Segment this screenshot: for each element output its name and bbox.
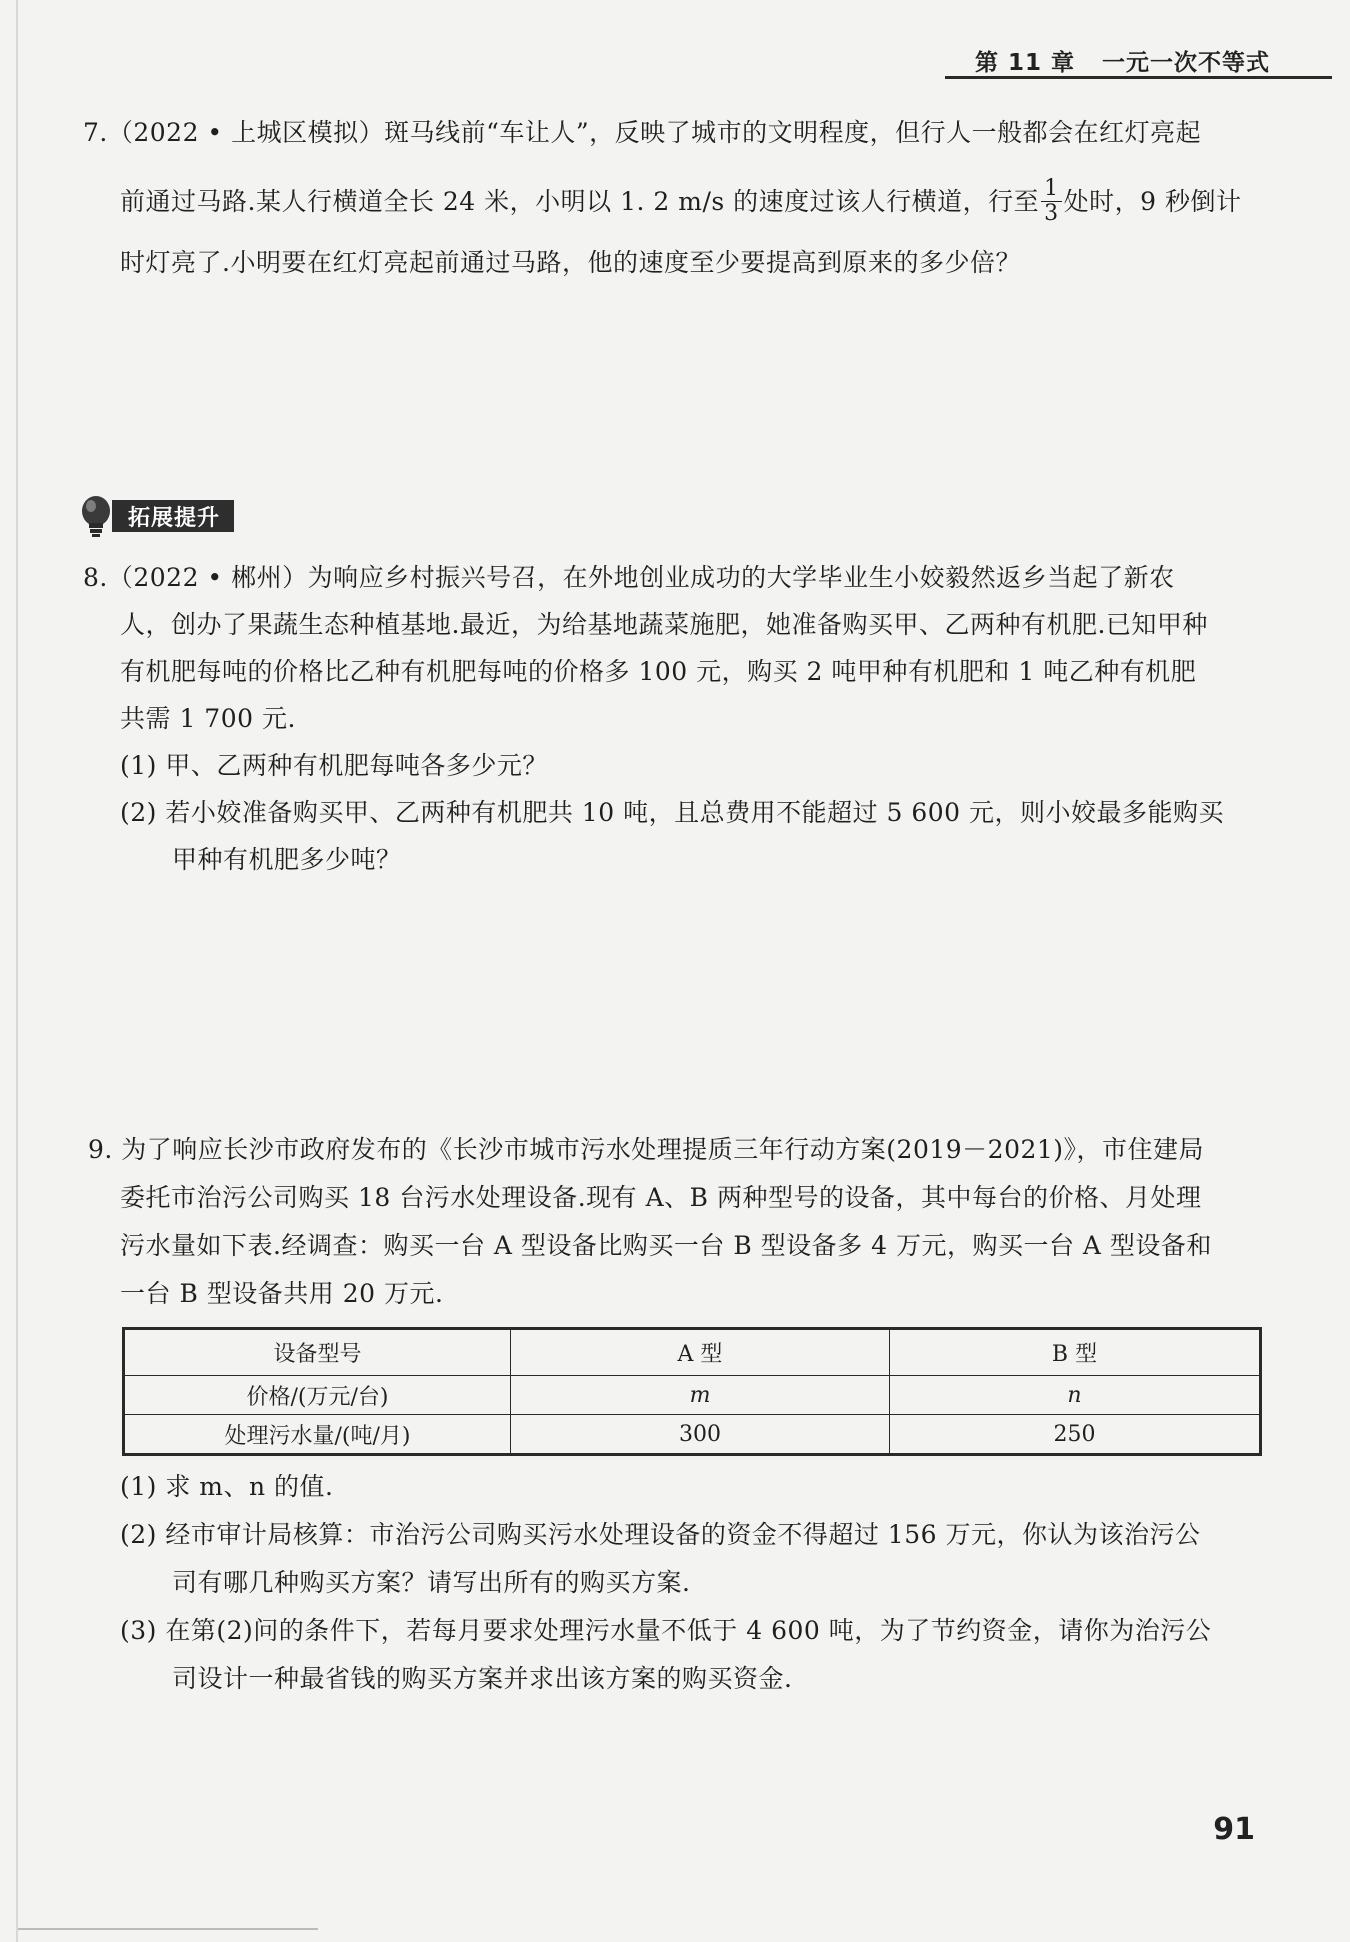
page-edge [16,0,18,1942]
table-header-cell: B 型 [890,1329,1261,1376]
q8-sub-2-cont: 甲种有机肥多少吨？ [172,845,402,874]
page-number: 91 [1213,1812,1255,1847]
q7-line-2-tail: 处时，9 秒倒计 [1063,187,1242,216]
table-header-cell: A 型 [511,1329,890,1376]
table-header-cell: 设备型号 [124,1329,511,1376]
chapter-topic: 一元一次不等式 [1102,50,1270,76]
q8-sub-2: (2) 若小姣准备购买甲、乙两种有机肥共 10 吨，且总费用不能超过 5 600 元，则小姣最多能购买 [120,798,1225,827]
section-label: 拓展提升 [112,500,234,532]
lightbulb-icon [78,494,118,538]
table-header-row [124,1329,1261,1376]
table-row [124,1415,1261,1455]
equipment-table [122,1327,1262,1456]
fraction-one-third [1041,177,1062,226]
fraction-numerator: 1 [1041,177,1062,202]
q9-line-1: 9. 为了响应长沙市政府发布的《长沙市城市污水处理提质三年行动方案(2019－2021)》，市住建局 [88,1135,1205,1164]
fraction-denominator: 3 [1044,201,1059,226]
q9-sub-2-cont: 司有哪几种购买方案？请写出所有的购买方案. [172,1568,691,1597]
q8-line-3: 有机肥每吨的价格比乙种有机肥每吨的价格多 100 元，购买 2 吨甲种有机肥和 1 吨乙种有机肥 [120,657,1197,686]
table-cell: 300 [511,1415,890,1455]
q7-line-2-text: 前通过马路.某人行横道全长 24 米，小明以 1. 2 m/s 的速度过该人行横道，行至 [120,187,1040,216]
q9-sub-3-cont: 司设计一种最省钱的购买方案并求出该方案的购买资金. [172,1664,793,1693]
q7-line-2 [120,176,1242,228]
q9-line-4: 一台 B 型设备共用 20 万元. [120,1279,444,1308]
bottom-rule [18,1928,318,1930]
chapter-header [975,44,1270,77]
q9-sub-1: (1) 求 m、n 的值. [120,1472,334,1501]
q7-line-1: 7.（2022 • 上城区模拟）斑马线前“车让人”，反映了城市的文明程度，但行人一般都会在红灯亮起 [83,118,1202,147]
header-rule [945,76,1332,79]
table-row [124,1376,1261,1415]
table-cell: 处理污水量/(吨/月) [124,1415,511,1455]
q9-sub-3: (3) 在第(2)问的条件下，若每月要求处理污水量不低于 4 600 吨，为了节约资金，请你为治污公 [120,1616,1212,1645]
q9-sub-2: (2) 经市审计局核算：市治污公司购买污水处理设备的资金不得超过 156 万元，你认为该治污公 [120,1520,1201,1549]
table-cell: m [511,1376,890,1415]
q8-line-1: 8.（2022 • 郴州）为响应乡村振兴号召，在外地创业成功的大学毕业生小姣毅然返乡当起了新农 [83,563,1175,592]
q9-line-2: 委托市治污公司购买 18 台污水处理设备.现有 A、B 两种型号的设备，其中每台的价格、月处理 [120,1183,1202,1212]
table-cell: 价格/(万元/台) [124,1376,511,1415]
q8-line-4: 共需 1 700 元. [120,704,296,733]
section-badge [78,497,234,535]
q8-sub-1: (1) 甲、乙两种有机肥每吨各多少元？ [120,751,548,780]
q8-line-2: 人，创办了果蔬生态种植基地.最近，为给基地蔬菜施肥，她准备购买甲、乙两种有机肥.已知甲种 [120,610,1208,639]
q7-line-3: 时灯亮了.小明要在红灯亮起前通过马路，他的速度至少要提高到原来的多少倍？ [120,248,1021,277]
chapter-number: 第 11 章 [974,50,1075,76]
table-cell: n [890,1376,1261,1415]
table-cell: 250 [890,1415,1261,1455]
q9-line-3: 污水量如下表.经调查：购买一台 A 型设备比购买一台 B 型设备多 4 万元，购买一台 A 型设备和 [120,1231,1212,1260]
